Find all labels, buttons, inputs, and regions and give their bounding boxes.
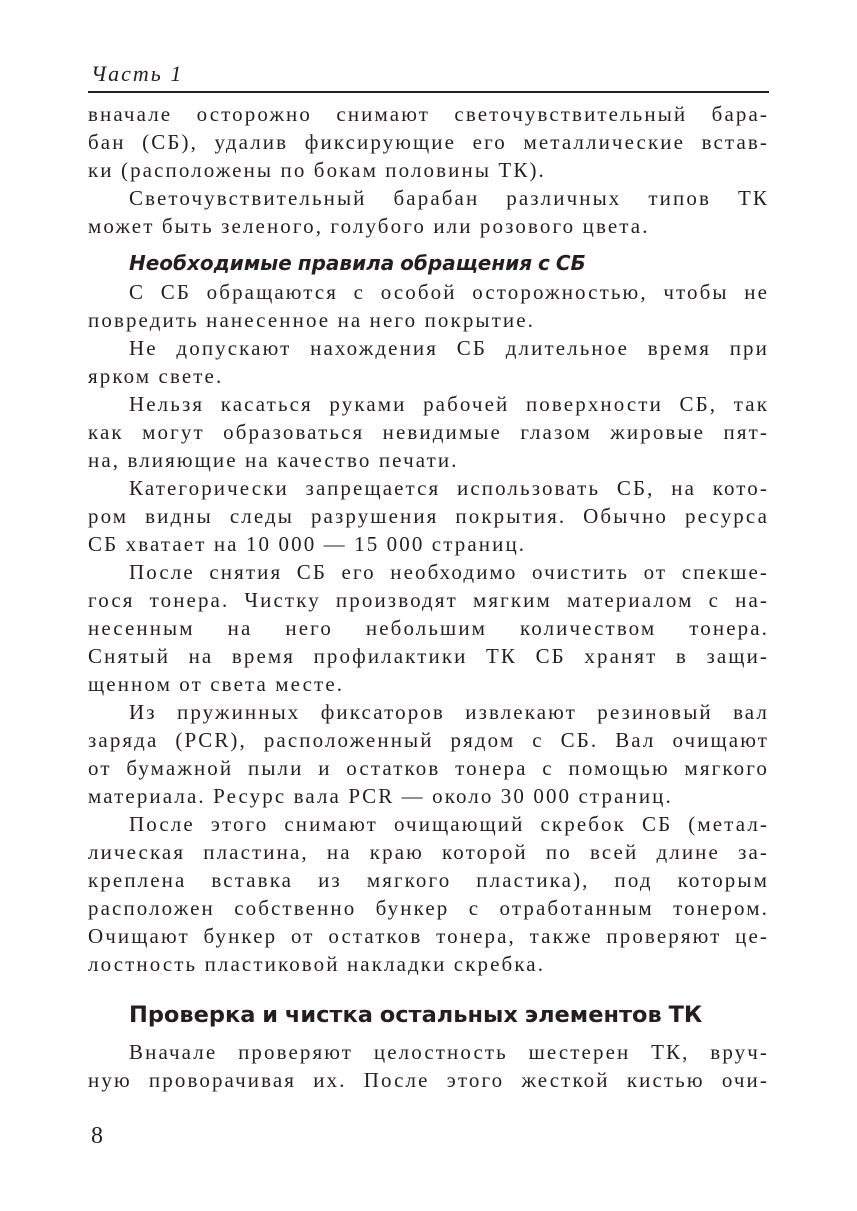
text-line: Снятый на время профилактики ТК СБ хранят в защи- xyxy=(88,644,769,668)
text-line: Из пружинных фиксаторов извлекают резиновый вал xyxy=(129,700,769,724)
paragraph xyxy=(88,184,769,240)
subheading: Необходимые правила обращения с СБ xyxy=(129,251,586,275)
paragraph xyxy=(88,810,769,978)
text-line: гося тонера. Чистку производят мягким материалом с на- xyxy=(88,588,769,612)
text-line: заряда (PCR), расположенный рядом с СБ. Вал очищают xyxy=(88,728,769,752)
text-line: вначале осторожно снимают светочувствительный бара- xyxy=(88,102,769,126)
paragraph xyxy=(88,1038,769,1094)
text-line: материала. Ресурс вала PCR — около 30 000 страниц. xyxy=(88,784,673,808)
text-line: расположен собственно бункер с отработанным тонером. xyxy=(88,896,769,920)
text-line: Светочувствительный барабан различных типов ТК xyxy=(129,186,769,210)
text-line: Вначале проверяют целостность шестерен ТК, вруч- xyxy=(129,1040,769,1064)
text-line: ярком свете. xyxy=(88,364,224,388)
text-line: может быть зеленого, голубого или розового цвета. xyxy=(88,214,650,238)
text-line: щенном от света месте. xyxy=(88,672,345,696)
text-line: ки (расположены по бокам половины ТК). xyxy=(88,158,546,182)
header-rule xyxy=(88,91,769,93)
text-line: лостность пластиковой накладки скребка. xyxy=(88,952,546,976)
page-body xyxy=(88,100,769,1094)
text-line: от бумажной пыли и остатков тонера с помощью мягкого xyxy=(88,756,769,780)
text-line: После снятия СБ его необходимо очистить от спекше- xyxy=(129,560,769,584)
paragraph xyxy=(88,558,769,698)
text-line: ром видны следы разрушения покрытия. Обычно ресурса xyxy=(88,504,769,528)
text-line: СБ хватает на 10 000 — 15 000 страниц. xyxy=(88,532,527,556)
text-line: Нельзя касаться руками рабочей поверхности СБ, так xyxy=(129,392,769,416)
paragraph xyxy=(88,698,769,810)
text-line: С СБ обращаются с особой осторожностью, чтобы не xyxy=(129,280,769,304)
text-line: лическая пластина, на краю которой по всей длине за- xyxy=(88,840,769,864)
text-line: повредить нанесенное на него покрытие. xyxy=(88,308,536,332)
text-line: После этого снимают очищающий скребок СБ (метал- xyxy=(129,812,769,836)
text-line: Не допускают нахождения СБ длительное время при xyxy=(129,336,769,360)
paragraph xyxy=(88,278,769,334)
paragraph xyxy=(88,390,769,474)
text-line: ную проворачивая их. После этого жесткой кистью очи- xyxy=(88,1068,769,1092)
section-heading: Проверка и чистка остальных элементов ТК xyxy=(129,1002,703,1028)
text-line: несенным на него небольшим количеством тонера. xyxy=(88,616,769,640)
text-line: бан (СБ), удалив фиксирующие его металлические встав- xyxy=(88,130,769,154)
text-line: Категорически запрещается использовать СБ, на кото- xyxy=(129,476,769,500)
running-head: Часть 1 xyxy=(91,61,184,86)
page-number: 8 xyxy=(91,1123,103,1149)
paragraph xyxy=(88,474,769,558)
text-line: как могут образоваться невидимые глазом жировые пят- xyxy=(88,420,769,444)
paragraph xyxy=(88,100,769,184)
text-line: Очищают бункер от остатков тонера, также проверяют це- xyxy=(88,924,769,948)
text-line: на, влияющие на качество печати. xyxy=(88,448,459,472)
text-line: креплена вставка из мягкого пластика), под которым xyxy=(88,868,769,892)
paragraph xyxy=(88,334,769,390)
